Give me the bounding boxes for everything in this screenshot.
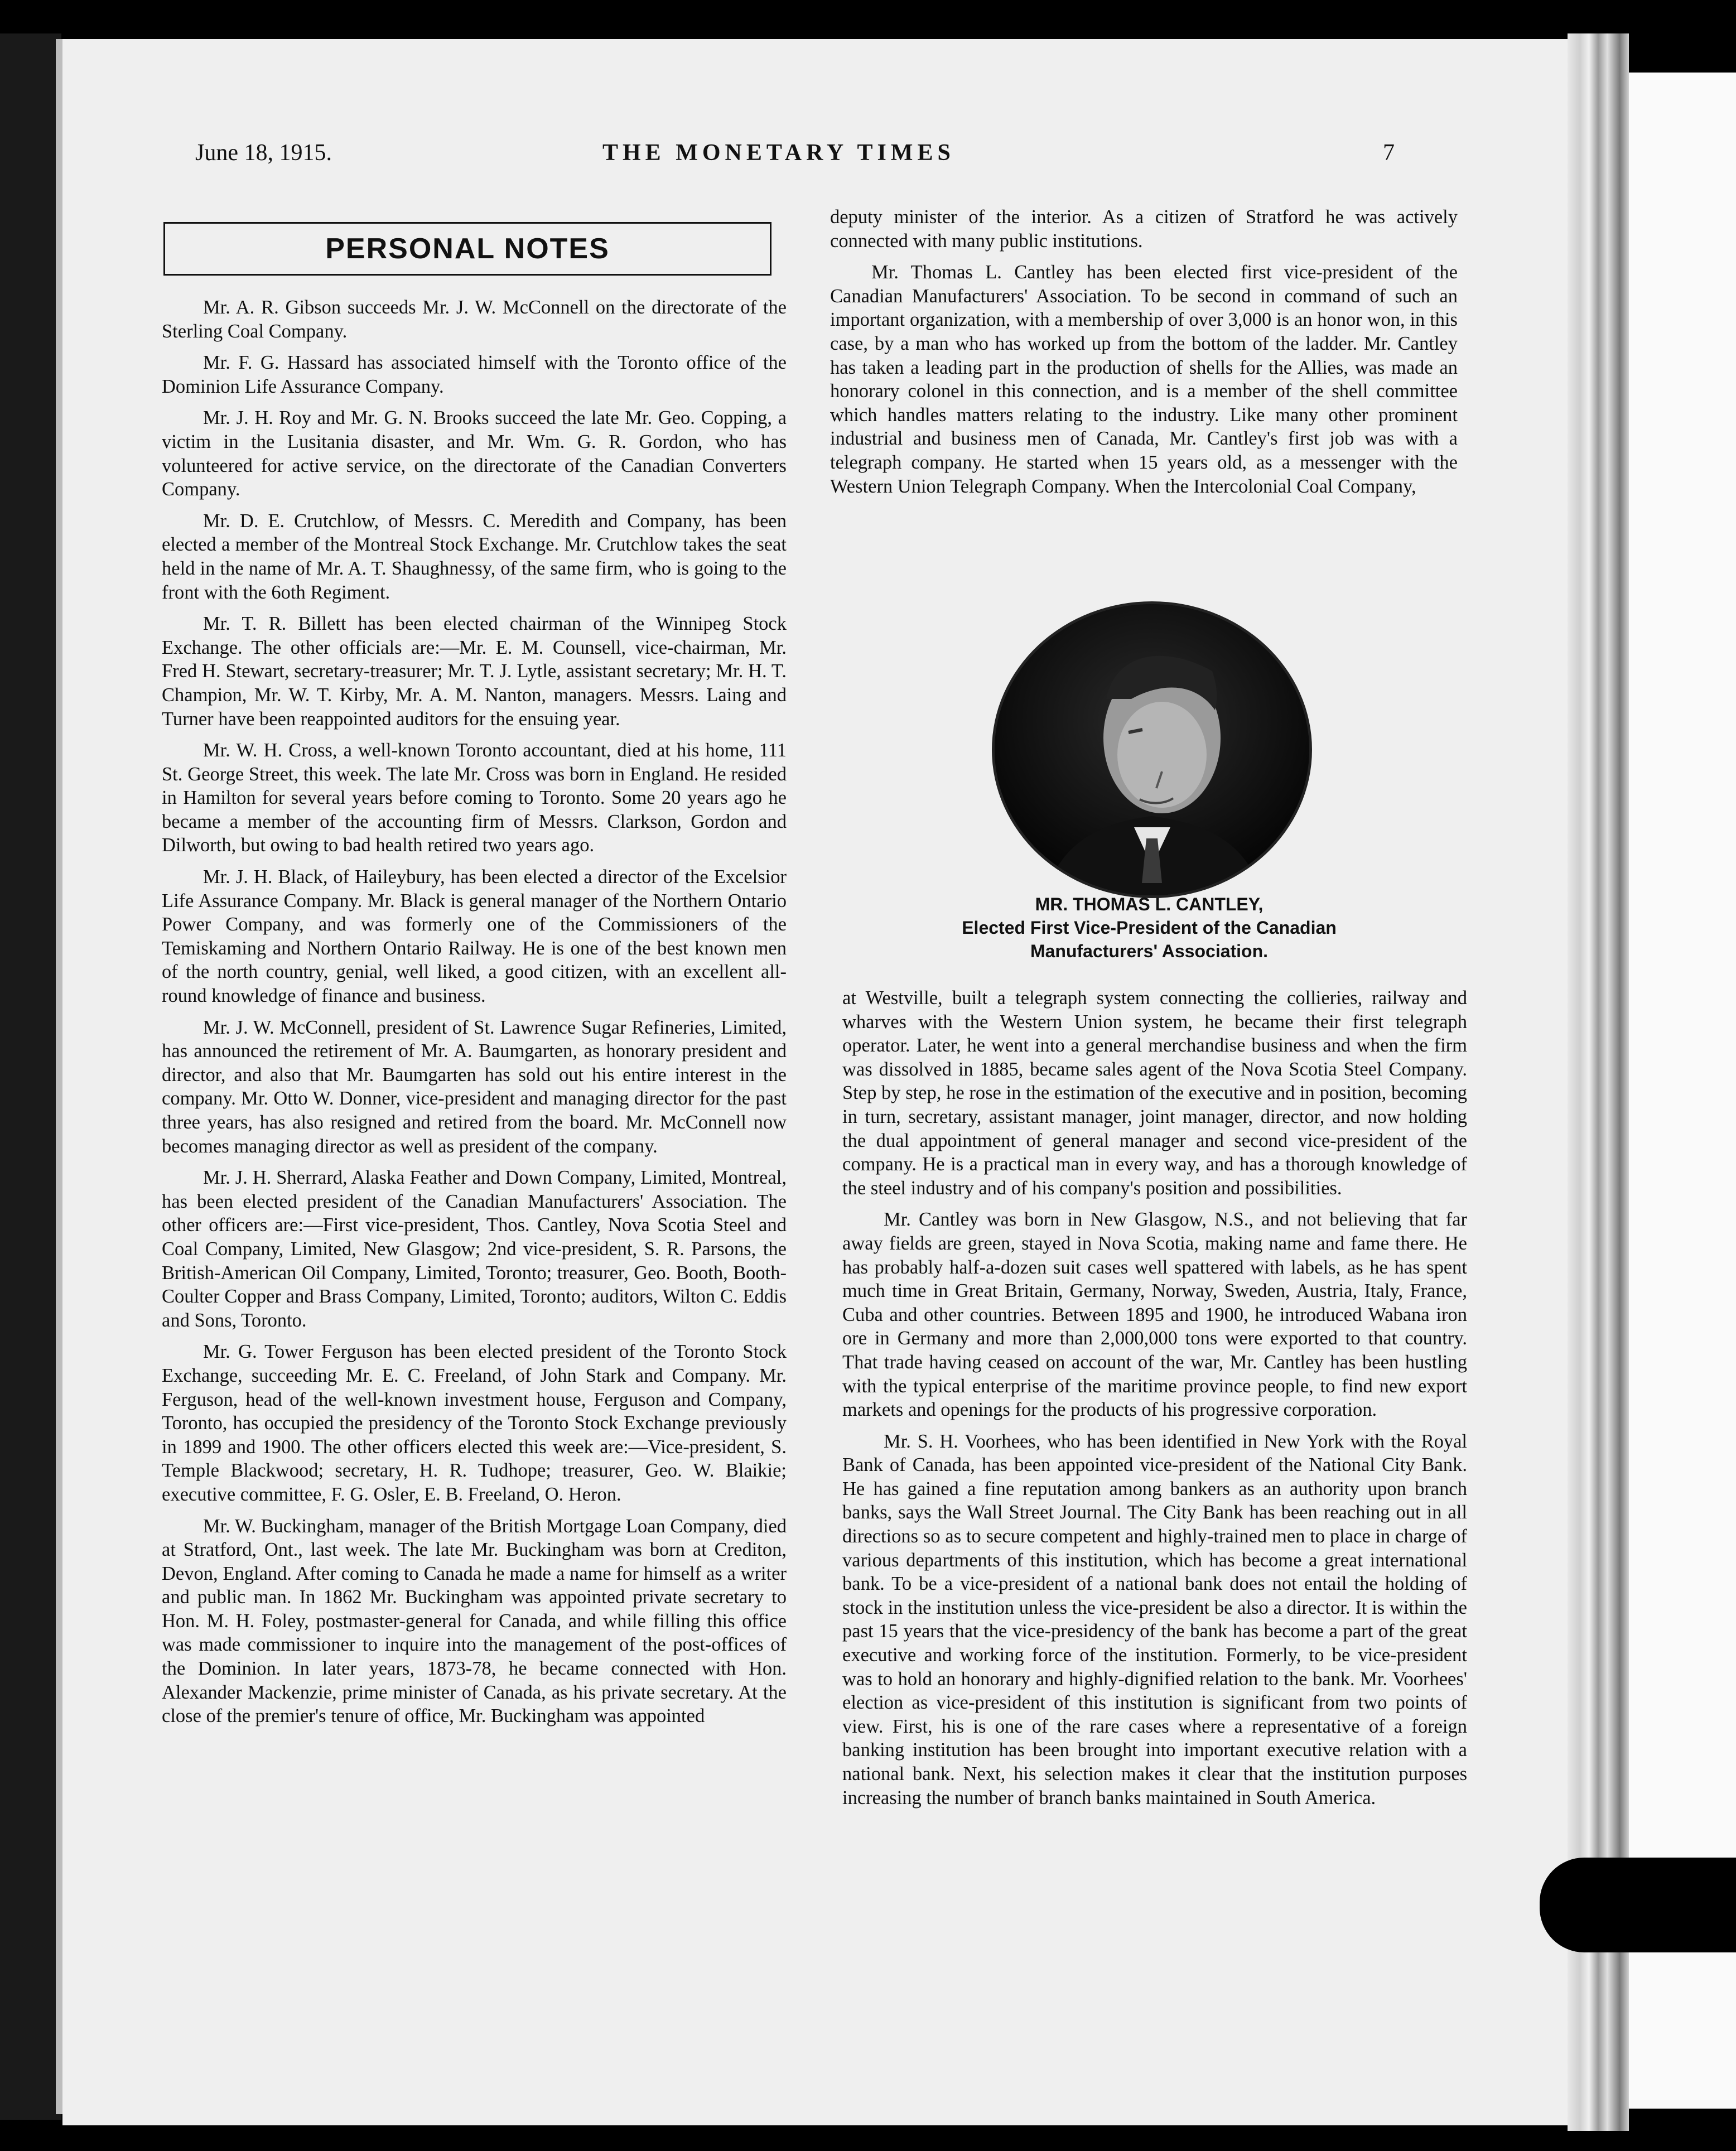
article-paragraph: Mr. D. E. Crutchlow, of Messrs. C. Meredith and Company, has been elected a member of the Montreal Stock Exchange. Mr. Crutchlow takes the seat held in the name of Mr. A. T. Shaughnessy, of the same firm, who is going to the front with the 6oth Regiment. xyxy=(162,510,787,603)
article-paragraph: Mr. F. G. Hassard has associated himself with the Toronto office of the Dominion Life Assurance Company. xyxy=(162,352,787,397)
article-paragraph: deputy minister of the interior. As a citizen of Stratford he was actively connected with many public institutions. xyxy=(830,206,1458,252)
section-title-box xyxy=(163,222,771,276)
article-paragraph: Mr. G. Tower Ferguson has been elected president of the Toronto Stock Exchange, succeeding Mr. E. C. Freeland, of John Stark and Company. Mr. Ferguson, head of the well-known investment house, Ferguson and Company, Toronto, has occupied the presidency of the Toronto Stock Exchange previously in 1899 and 1900. The other officers elected this week are:—Vice-president, S. Temple Blackwood; secretary, H. R. Tudhope; treasurer, Geo. W. Blaikie; executive committee, F. G. Osler, E. B. Freeland, O. Heron. xyxy=(162,1341,787,1505)
page-header xyxy=(195,139,1395,179)
article-paragraph: Mr. J. H. Roy and Mr. G. N. Brooks succeed the late Mr. Geo. Copping, a victim in the Lusitania disaster, and Mr. Wm. G. R. Gordon, who has volunteered for active service, on the directorate of the Canadian Converters Company. xyxy=(162,407,787,500)
article-paragraph: Mr. T. R. Billett has been elected chairman of the Winnipeg Stock Exchange. The other officials are:—Mr. E. M. Counsell, vice-chairman, Mr. Fred H. Stewart, secretary-treasurer; Mr. T. J. Lytle, assistant secretary; Mr. H. T. Champion, Mr. W. T. Kirby, Mr. A. M. Nanton, managers. Messrs. Laing and Turner have been reappointed auditors for the ensuing year. xyxy=(162,613,787,730)
article-paragraph: at Westville, built a telegraph system connecting the collieries, railway and wharves with the Western Union system, he became their first telegraph operator. Later, he went into a general merchandise business and when the firm was dissolved in 1885, became sales agent of the Nova Scotia Steel Company. Step by step, he rose in the estimation of the executive and in position, becoming in turn, secretary, assistant manager, joint manager, director, and now holding the dual appointment of general manager and second vice-president of the company. He is a practical man in every way, and has a thorough knowledge of the steel industry and of his company's position and possibilities. xyxy=(842,987,1467,1199)
section-title: PERSONAL NOTES xyxy=(325,233,610,265)
book-spine xyxy=(1568,33,1629,2131)
portrait-figure xyxy=(995,604,1309,895)
article-paragraph: Mr. J. W. McConnell, president of St. Lawrence Sugar Refineries, Limited, has announced the retirement of Mr. A. Baumgarten, as honorary president and director, and also that Mr. Baumgarten has sold out his entire interest in the company. Mr. Otto W. Donner, vice-president and managing director for the past three years, has also resigned and retired from the board. Mr. McConnell now becomes managing director as well as president of the company. xyxy=(162,1016,787,1157)
publication-title: THE MONETARY TIMES xyxy=(602,140,955,166)
portrait-caption xyxy=(870,893,1428,963)
facing-page-edge xyxy=(1629,73,1736,2109)
page-number: 7 xyxy=(1383,140,1395,166)
caption-line: Elected First Vice-President of the Canadian xyxy=(962,918,1337,938)
article-paragraph: Mr. Thomas L. Cantley has been elected first vice-president of the Canadian Manufacturers' Association. To be second in command of such an important organization, with a membership of over 3,000 is an honor won, in this case, by a man who has worked up from the bottom of the ladder. Mr. Cantley has taken a leading part in the production of shells for the Allies, was made an honorary colonel in this connection, and is a member of the shell committee which handles matters relating to the industry. Like many other prominent industrial and business men of Canada, Mr. Cantley's first job was with a telegraph company. He started when 15 years old, as a messenger with the Western Union Telegraph Company. When the Intercolonial Coal Company, xyxy=(830,262,1458,497)
article-paragraph: Mr. J. H. Black, of Haileybury, has been elected a director of the Excelsior Life Assurance Company. Mr. Black is general manager of the Northern Ontario Power Company, and was formerly one of the Commissioners of the Temiskaming and Northern Ontario Railway. He is one of the best known men of the north country, genial, well liked, a good citizen, with an excellent all-round knowledge of finance and business. xyxy=(162,866,787,1007)
issue-date: June 18, 1915. xyxy=(195,140,332,166)
right-column-bottom xyxy=(842,986,1467,1817)
article-paragraph: Mr. S. H. Voorhees, who has been identified in New York with the Royal Bank of Canada, has been appointed vice-president of the National City Bank. He has gained a fine reputation among bankers as an authority upon branch banks, says the Wall Street Journal. The City Bank has been reaching out in all directions so as to secure competent and highly-trained men to place in charge of various departments of this institution, which has become a great international bank. To be a vice-president of a national bank does not entail the holding of stock in the institution unless the vice-president be also a director. It is within the past 15 years that the vice-presidency of the bank has become a part of the great executive and working force of the institution. Formerly, to be vice-president was to hold an honorary and highly-dignified relation to the bank. Mr. Voorhees' election as vice-president of this institution is significant from two points of view. First, his is one of the rare cases where a representative of a foreign banking institution has been brought into important executive relation with a national bank. Next, his selection makes it clear that the institution purposes increasing the number of branch banks maintained in South America. xyxy=(842,1430,1467,1808)
caption-line: Manufacturers' Association. xyxy=(1030,941,1269,961)
article-paragraph: Mr. Cantley was born in New Glasgow, N.S., and not believing that far away fields are green, stayed in Nova Scotia, making name and fame there. He has probably half-a-dozen suit cases well spattered with labels, as he has spent much time in Great Britain, Germany, Norway, Sweden, Austria, Italy, France, Cuba and other countries. Between 1895 and 1900, he introduced Wabana iron ore in Germany and more than 2,000,000 tons were exported to that country. That trade having ceased on account of the war, Mr. Cantley has been hustling with the typical enterprise of the maritime province people, to find new export markets and openings for the products of his progressive corporation. xyxy=(842,1209,1467,1421)
left-column xyxy=(162,296,787,1736)
article-paragraph: Mr. W. H. Cross, a well-known Toronto accountant, died at his home, 111 St. George Street, this week. The late Mr. Cross was born in England. He resided in Hamilton for several years before coming to Toronto. Some 20 years ago he became a member of the accounting firm of Messrs. Clarkson, Gordon and Dilworth, but owing to bad health retired two years ago. xyxy=(162,740,787,856)
scan-left-edge xyxy=(0,33,61,2120)
portrait-photo xyxy=(992,601,1312,898)
article-paragraph: Mr. J. H. Sherrard, Alaska Feather and Down Company, Limited, Montreal, has been elected president of the Canadian Manufacturers' Association. The other officers are:—First vice-president, Thos. Cantley, Nova Scotia Steel and Coal Company, Limited, New Glasgow; 2nd vice-president, S. R. Parsons, the British-American Oil Company, Limited, Toronto; treasurer, Geo. Booth, Booth-Coulter Copper and Brass Company, Limited, Toronto; auditors, Wilton C. Eddis and Sons, Toronto. xyxy=(162,1167,787,1331)
scan-thumb-shadow xyxy=(1540,1858,1736,1952)
right-column-top xyxy=(830,205,1458,506)
caption-name: MR. THOMAS L. CANTLEY, xyxy=(1035,894,1264,914)
article-paragraph: Mr. W. Buckingham, manager of the British Mortgage Loan Company, died at Stratford, Ont., last week. The late Mr. Buckingham was born at Crediton, Devon, England. After coming to Canada he made a name for himself as a writer and public man. In 1862 Mr. Buckingham was appointed private secretary to Hon. M. H. Foley, postmaster-general for Canada, and while filling this office was made commissioner to inquire into the management of the post-offices of the Dominion. In later years, 1873-78, he became connected with Hon. Alexander Mackenzie, prime minister of Canada, as his private secretary. At the close of the premier's tenure of office, Mr. Buckingham was appointed xyxy=(162,1515,787,1727)
article-paragraph: Mr. A. R. Gibson succeeds Mr. J. W. McConnell on the directorate of the Sterling Coal Company. xyxy=(162,297,787,342)
